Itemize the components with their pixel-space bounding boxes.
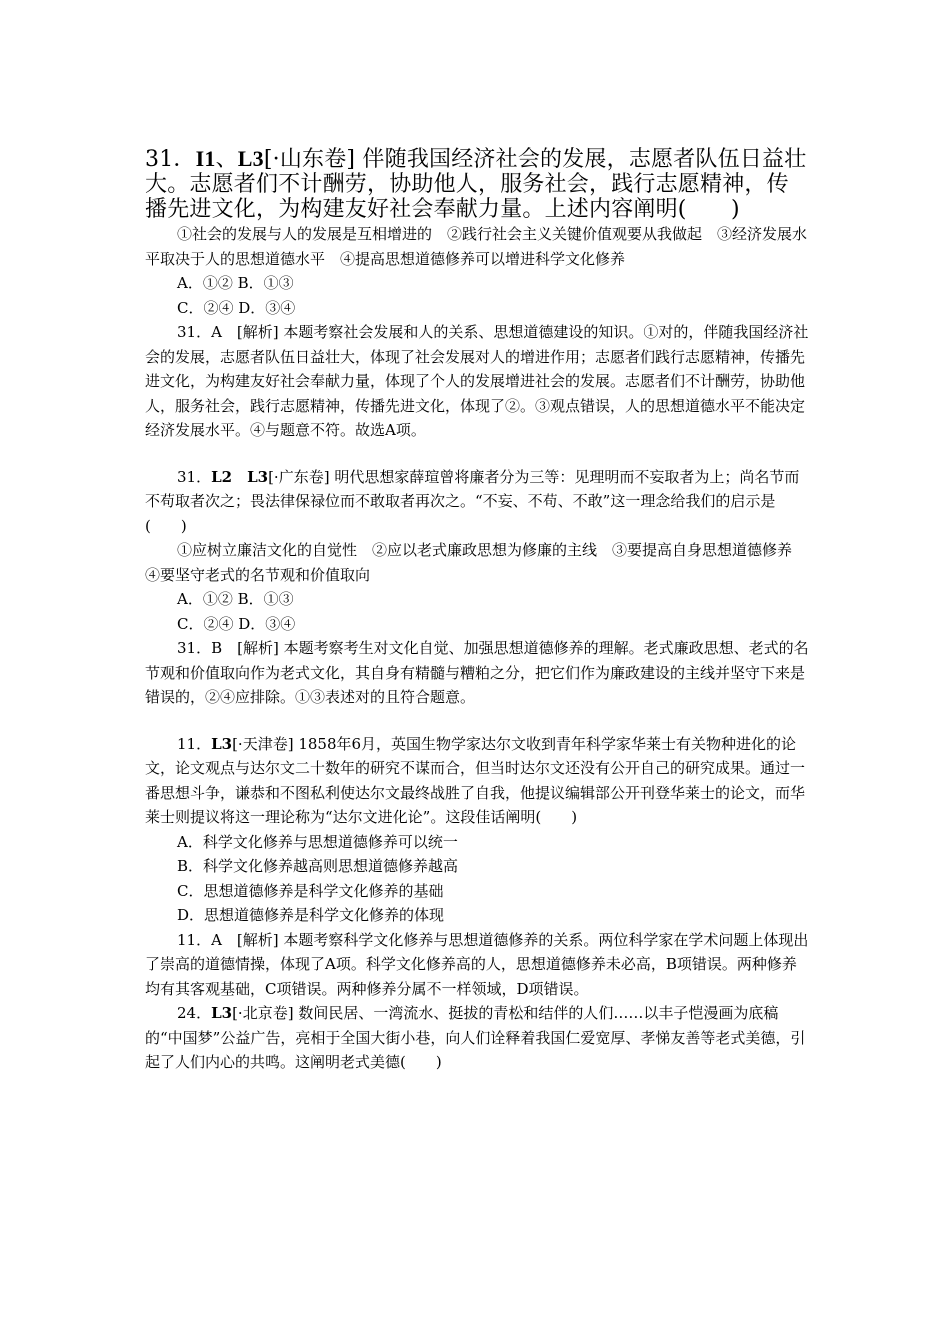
- question-1-options-ab: A．①② B．①③: [177, 274, 294, 292]
- document-content: [145, 146, 810, 1075]
- analysis-tag: [解析]: [236, 323, 279, 341]
- question-source: [·北京卷]: [232, 1004, 294, 1022]
- question-1-stem: [145, 146, 810, 222]
- question-3-option-c: C．思想道德修养是科学文化修养的基础: [177, 881, 444, 900]
- question-source: [·天津卷]: [232, 734, 294, 753]
- topic-code: L3: [211, 734, 233, 753]
- question-3-option-a: A．科学文化修养与思想道德修养可以统一: [177, 832, 458, 851]
- question-text: 1858年6月，英国生物学家达尔文收到青年科学家华莱士有关物种进化的论文，论文观点与达尔文二十数年的研究不谋而合，但当时达尔文还没有公开自己的研究成果。通过一番思想斗争，谦恭和不图私利使达尔文最终战胜了自我，他提议编辑部公开刊登华莱士的论文，而华莱士则提议将这一理论称为“达尔文进化论”。这段佳话阐明( ): [145, 734, 806, 826]
- analysis-text: 本题考察科学文化修养与思想道德修养的关系。两位科学家在学术问题上体现出了崇高的道德情操，体现了A项。科学文化修养高的人，思想道德修养未必高，B项错误。两种修养均有其客观基础，C项错误。两种修养分属不一样领域，D项错误。: [145, 930, 809, 998]
- question-2-stem: [145, 465, 810, 539]
- question-1-answer: [145, 320, 810, 443]
- question-3-stem: [145, 732, 810, 830]
- question-2-answer: [145, 636, 810, 710]
- topic-code: L2: [211, 467, 233, 486]
- question-source: [·山东卷]: [263, 147, 356, 172]
- question-source: [·广东卷]: [268, 467, 330, 486]
- topic-code: L3: [237, 146, 264, 171]
- question-text: 明代思想家薛瑄曾将廉者分为三等：见理明而不妄取者为上；尚名节而不苟取者次之；畏法律保禄位而不敢取者再次之。“不妄、不苟、不敢”这一理念给我们的启示是( ): [145, 467, 800, 535]
- analysis-tag: [解析]: [236, 930, 279, 949]
- question-number: 31．: [145, 147, 196, 172]
- question-number: 24．: [177, 1004, 212, 1022]
- question-2-items: ①应树立廉洁文化的自觉性 ②应以老式廉政思想为修廉的主线 ③要提高自身思想道德修养 ④要坚守老式的名节观和价值取向: [145, 541, 808, 584]
- answer-key: 31．B: [177, 639, 238, 657]
- question-3-option-b: B．科学文化修养越高则思想道德修养越高: [177, 857, 459, 875]
- question-text: 数间民居、一湾流水、挺拔的青松和结伴的人们……以丰子恺漫画为底稿的“中国梦”公益广告，亮相于全国大街小巷，向人们诠释着我国仁爱宽厚、孝悌友善等老式美德，引起了人们内心的共鸣。这阐明老式美德( ): [145, 1004, 806, 1071]
- spacer: [145, 710, 810, 732]
- question-number: 11．: [177, 734, 212, 753]
- question-4-stem: [145, 1001, 810, 1075]
- question-2-options-cd: C．②④ D．③④: [177, 614, 296, 633]
- analysis-text: 本题考察考生对文化自觉、加强思想道德修养的理解。老式廉政思想、老式的名节观和价值取向作为老式文化，其自身有精髓与糟粕之分，把它们作为廉政建设的主线并坚守下来是错误的，②④应排除。①③表述对的且符合题意。: [145, 639, 809, 706]
- question-1-options-cd: C．②④ D．③④: [177, 298, 296, 317]
- question-number: 31．: [177, 467, 212, 486]
- question-2-options-ab: A．①② B．①③: [177, 590, 294, 608]
- separator: 、: [215, 147, 238, 172]
- topic-code: L3: [247, 467, 269, 486]
- answer-key: 11．A: [177, 930, 237, 949]
- question-3-option-d: D．思想道德修养是科学文化修养的体现: [177, 906, 445, 924]
- spacer: [145, 443, 810, 465]
- question-text: 伴随我国经济社会的发展，志愿者队伍日益壮大。志愿者们不计酬劳，协助他人，服务社会，践行志愿精神，传播先进文化，为构建友好社会奉献力量。上述内容阐明( ): [145, 147, 807, 222]
- analysis-tag: [解析]: [237, 639, 279, 657]
- topic-code: I1: [195, 146, 216, 171]
- topic-code: L3: [211, 1004, 233, 1022]
- question-3-answer: [145, 928, 810, 1002]
- analysis-text: 本题考察社会发展和人的关系、思想道德建设的知识。①对的，伴随我国经济社会的发展，志愿者队伍日益壮大，体现了社会发展对人的增进作用；志愿者们践行志愿精神，传播先进文化，为构建友好社会奉献力量，体现了个人的发展增进社会的发展。志愿者们不计酬劳，协助他人，服务社会，践行志愿精神，传播先进文化，体现了②。③观点错误，人的思想道德水平不能决定经济发展水平。④与题意不符。故选A项。: [145, 323, 809, 439]
- answer-key: 31．A: [177, 323, 237, 341]
- question-1-items: ①社会的发展与人的发展是互相增进的 ②践行社会主义关键价值观要从我做起 ③经济发展水平取决于人的思想道德水平 ④提高思想道德修养可以增进科学文化修养: [145, 225, 808, 268]
